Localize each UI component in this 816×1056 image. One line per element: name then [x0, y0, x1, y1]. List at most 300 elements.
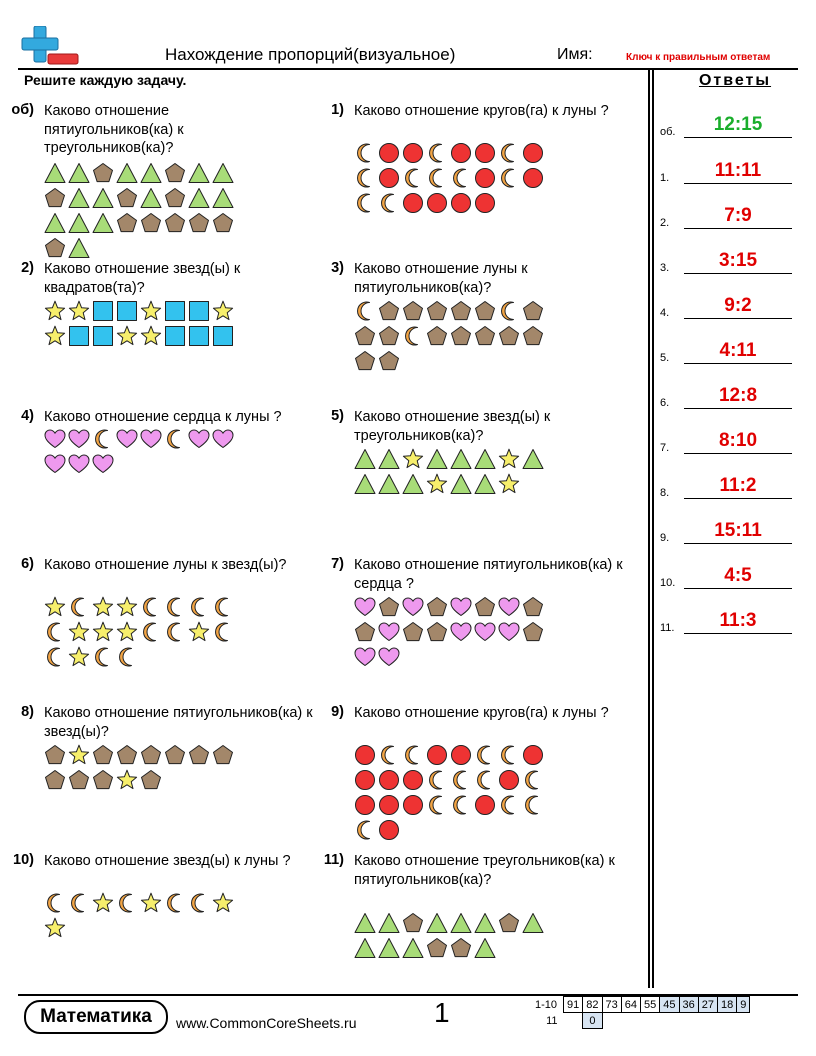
moon-icon: [140, 596, 162, 618]
moon-icon: [402, 167, 424, 189]
pentagon-icon: [402, 300, 424, 322]
answer-value: 12:15: [713, 114, 763, 135]
shape-grid: [44, 300, 254, 350]
star-icon: [498, 473, 520, 495]
moon-icon: [116, 646, 138, 668]
problem-number: 8): [21, 704, 34, 720]
moon-icon: [164, 621, 186, 643]
moon-icon: [354, 300, 376, 322]
problem-number: 4): [21, 408, 34, 424]
star-icon: [68, 646, 90, 668]
triangle-icon: [354, 448, 376, 470]
answer-line: [684, 453, 792, 454]
moon-icon: [44, 646, 66, 668]
moon-icon: [522, 769, 544, 791]
triangle-icon: [378, 473, 400, 495]
answer-line: [684, 273, 792, 274]
problem-text: Каково отношение кругов(га) к луны ?: [354, 103, 609, 119]
shape-grid: [44, 428, 254, 478]
triangle-icon: [354, 912, 376, 934]
triangle-icon: [450, 448, 472, 470]
pentagon-icon: [426, 596, 448, 618]
pentagon-icon: [426, 325, 448, 347]
moon-icon: [402, 744, 424, 766]
problem-text: Каково отношение пятиугольников(ка) к звезд(ы)?: [44, 705, 313, 740]
pentagon-icon: [44, 769, 66, 791]
moon-icon: [426, 142, 448, 164]
pentagon-icon: [522, 325, 544, 347]
problem-number: 6): [21, 556, 34, 572]
square-icon: [188, 300, 210, 322]
pentagon-icon: [140, 744, 162, 766]
heart-icon: [354, 596, 376, 618]
moon-icon: [164, 596, 186, 618]
pentagon-icon: [522, 596, 544, 618]
star-icon: [44, 325, 66, 347]
triangle-icon: [522, 448, 544, 470]
heart-icon: [450, 596, 472, 618]
pentagon-icon: [212, 212, 234, 234]
triangle-icon: [116, 162, 138, 184]
circle-icon: [450, 192, 472, 214]
moon-icon: [450, 794, 472, 816]
moon-icon: [426, 794, 448, 816]
pentagon-icon: [378, 325, 400, 347]
heart-icon: [44, 428, 66, 450]
answer-value: 3:15: [718, 250, 758, 271]
answer-value: 15:11: [714, 520, 762, 541]
shape-grid: [44, 162, 254, 262]
triangle-icon: [140, 187, 162, 209]
circle-icon: [450, 744, 472, 766]
square-icon: [188, 325, 210, 347]
heart-icon: [68, 453, 90, 475]
square-icon: [68, 325, 90, 347]
answer-label: об.: [660, 126, 676, 138]
pentagon-icon: [188, 744, 210, 766]
shape-grid: [354, 912, 564, 962]
pentagon-icon: [450, 325, 472, 347]
star-icon: [116, 769, 138, 791]
star-icon: [426, 473, 448, 495]
triangle-icon: [426, 912, 448, 934]
score-cell: 0: [583, 1013, 602, 1029]
problem-text: Каково отношение пятиугольников(ка) к сердца ?: [354, 557, 623, 592]
circle-icon: [402, 192, 424, 214]
moon-icon: [68, 892, 90, 914]
square-icon: [92, 300, 114, 322]
triangle-icon: [426, 448, 448, 470]
answer-label: 5.: [660, 352, 670, 364]
pentagon-icon: [426, 300, 448, 322]
moon-icon: [522, 794, 544, 816]
answer-value: 4:11: [719, 340, 757, 361]
problem-text: Каково отношение кругов(га) к луны ?: [354, 705, 609, 721]
triangle-icon: [354, 937, 376, 959]
problem-text: Каково отношение пятиугольников(ка) к треугольников(ка)?: [44, 103, 184, 156]
triangle-icon: [450, 473, 472, 495]
answer-key-label: Ключ к правильным ответам: [626, 52, 771, 63]
score-cell: 9: [737, 997, 750, 1013]
problem-number: 3): [331, 260, 344, 276]
answer-value: 4:5: [724, 565, 752, 586]
star-icon: [44, 596, 66, 618]
moon-icon: [354, 192, 376, 214]
circle-icon: [402, 794, 424, 816]
answer-value: 11:3: [719, 610, 757, 631]
moon-icon: [426, 167, 448, 189]
star-icon: [212, 300, 234, 322]
pentagon-icon: [92, 744, 114, 766]
circle-icon: [474, 794, 496, 816]
circle-icon: [378, 769, 400, 791]
triangle-icon: [474, 448, 496, 470]
answer-line: [684, 183, 792, 184]
star-icon: [68, 744, 90, 766]
shape-grid: [44, 596, 254, 671]
shape-grid: [354, 448, 564, 498]
shape-grid: [354, 142, 564, 217]
circle-icon: [426, 744, 448, 766]
answer-line: [684, 588, 792, 589]
score-cell: 82: [583, 997, 602, 1013]
pentagon-icon: [402, 912, 424, 934]
moon-icon: [354, 142, 376, 164]
problem-text: Каково отношение луны к пятиугольников(ка)?: [354, 261, 528, 296]
pentagon-icon: [498, 912, 520, 934]
triangle-icon: [212, 187, 234, 209]
circle-icon: [402, 769, 424, 791]
star-icon: [68, 621, 90, 643]
answer-label: 1.: [660, 172, 670, 184]
triangle-icon: [188, 187, 210, 209]
answer-line: [684, 543, 792, 544]
score-row-label: 1-10: [534, 998, 557, 1011]
pentagon-icon: [164, 212, 186, 234]
moon-icon: [212, 621, 234, 643]
moon-icon: [92, 428, 114, 450]
circle-icon: [402, 142, 424, 164]
score-cell: 73: [602, 997, 621, 1013]
logo-plus-minus-icon: [20, 26, 80, 72]
triangle-icon: [402, 473, 424, 495]
square-icon: [212, 325, 234, 347]
circle-icon: [378, 794, 400, 816]
square-icon: [92, 325, 114, 347]
heart-icon: [188, 428, 210, 450]
answer-label: 10.: [660, 577, 676, 589]
answer-value: 7:9: [724, 205, 752, 226]
moon-icon: [164, 428, 186, 450]
pentagon-icon: [498, 325, 520, 347]
column-divider-left: [648, 68, 650, 988]
answer-label: 8.: [660, 487, 670, 499]
heart-icon: [116, 428, 138, 450]
answer-label: 2.: [660, 217, 670, 229]
pentagon-icon: [116, 212, 138, 234]
circle-icon: [354, 769, 376, 791]
answer-label: 11.: [660, 622, 675, 634]
moon-icon: [92, 646, 114, 668]
square-icon: [116, 300, 138, 322]
pentagon-icon: [164, 162, 186, 184]
pentagon-icon: [354, 621, 376, 643]
heart-icon: [378, 646, 400, 668]
pentagon-icon: [68, 769, 90, 791]
triangle-icon: [188, 162, 210, 184]
triangle-icon: [92, 187, 114, 209]
page-title: Нахождение пропорций(визуальное): [165, 45, 456, 64]
triangle-icon: [522, 912, 544, 934]
answer-line: [684, 228, 792, 229]
triangle-icon: [474, 937, 496, 959]
shape-grid: [44, 744, 254, 794]
moon-icon: [474, 769, 496, 791]
heart-icon: [68, 428, 90, 450]
problem-text: Каково отношение луны к звезд(ы)?: [44, 557, 287, 573]
triangle-icon: [378, 937, 400, 959]
moon-icon: [354, 819, 376, 841]
answer-label: 3.: [660, 262, 670, 274]
score-cell: 91: [564, 997, 583, 1013]
shape-grid: [44, 892, 254, 942]
circle-icon: [474, 167, 496, 189]
pentagon-icon: [522, 621, 544, 643]
moon-icon: [474, 744, 496, 766]
score-row-label: 11: [546, 1014, 558, 1027]
column-divider-right: [652, 68, 654, 988]
answer-label: 9.: [660, 532, 670, 544]
problem-number: 9): [331, 704, 344, 720]
triangle-icon: [68, 237, 90, 259]
moon-icon: [498, 794, 520, 816]
pentagon-icon: [354, 325, 376, 347]
star-icon: [68, 300, 90, 322]
problem-number: 5): [331, 408, 344, 424]
brand-badge: Математика: [24, 1000, 168, 1034]
pentagon-icon: [164, 187, 186, 209]
star-icon: [92, 892, 114, 914]
pentagon-icon: [44, 237, 66, 259]
score-spacer: [564, 1013, 583, 1029]
heart-icon: [44, 453, 66, 475]
problem-text: Каково отношение звезд(ы) к луны ?: [44, 853, 291, 869]
moon-icon: [164, 892, 186, 914]
answer-value: 9:2: [724, 295, 752, 316]
circle-icon: [354, 744, 376, 766]
triangle-icon: [140, 162, 162, 184]
score-cell: 27: [698, 997, 717, 1013]
moon-icon: [212, 596, 234, 618]
triangle-icon: [68, 162, 90, 184]
star-icon: [140, 892, 162, 914]
circle-icon: [378, 819, 400, 841]
heart-icon: [498, 621, 520, 643]
problem-number: 2): [21, 260, 34, 276]
star-icon: [44, 300, 66, 322]
score-table: [528, 996, 750, 1029]
moon-icon: [68, 596, 90, 618]
moon-icon: [450, 769, 472, 791]
site-url: www.CommonCoreSheets.ru: [176, 1015, 357, 1031]
answer-line: [684, 633, 792, 634]
moon-icon: [188, 596, 210, 618]
triangle-icon: [354, 473, 376, 495]
answer-label: 7.: [660, 442, 670, 454]
moon-icon: [402, 325, 424, 347]
instructions: Решите каждую задачу.: [24, 72, 187, 88]
triangle-icon: [378, 448, 400, 470]
triangle-icon: [44, 162, 66, 184]
star-icon: [116, 325, 138, 347]
problem-text: Каково отношение звезд(ы) к квадратов(та)?: [44, 261, 241, 296]
pentagon-icon: [188, 212, 210, 234]
circle-icon: [474, 142, 496, 164]
moon-icon: [44, 621, 66, 643]
triangle-icon: [474, 912, 496, 934]
heart-icon: [378, 621, 400, 643]
problem-number: 7): [331, 556, 344, 572]
moon-icon: [354, 167, 376, 189]
answer-line: [684, 408, 792, 409]
triangle-icon: [212, 162, 234, 184]
heart-icon: [474, 621, 496, 643]
pentagon-icon: [402, 621, 424, 643]
triangle-icon: [450, 912, 472, 934]
pentagon-icon: [140, 769, 162, 791]
score-row-11: [528, 1013, 750, 1029]
score-row-1-10: [528, 997, 750, 1013]
shape-grid: [354, 596, 564, 671]
pentagon-icon: [522, 300, 544, 322]
problem-text: Каково отношение треугольников(ка) к пятиугольников(ка)?: [354, 853, 615, 888]
answer-label: 6.: [660, 397, 670, 409]
pentagon-icon: [378, 300, 400, 322]
pentagon-icon: [44, 187, 66, 209]
triangle-icon: [402, 937, 424, 959]
page-number: 1: [434, 997, 450, 1028]
moon-icon: [498, 300, 520, 322]
answer-line: [684, 318, 792, 319]
circle-icon: [522, 744, 544, 766]
answer-label: 4.: [660, 307, 670, 319]
shape-grid: [354, 300, 564, 375]
pentagon-icon: [378, 596, 400, 618]
problem-number: 11): [323, 852, 344, 868]
moon-icon: [188, 892, 210, 914]
answer-line: [684, 137, 792, 138]
circle-icon: [474, 192, 496, 214]
star-icon: [140, 300, 162, 322]
heart-icon: [212, 428, 234, 450]
star-icon: [212, 892, 234, 914]
answer-value: 11:2: [719, 475, 757, 496]
star-icon: [188, 621, 210, 643]
problem-number: 10): [13, 852, 34, 868]
moon-icon: [140, 621, 162, 643]
star-icon: [92, 621, 114, 643]
triangle-icon: [44, 212, 66, 234]
pentagon-icon: [450, 300, 472, 322]
circle-icon: [426, 192, 448, 214]
heart-icon: [140, 428, 162, 450]
moon-icon: [498, 142, 520, 164]
pentagon-icon: [116, 744, 138, 766]
pentagon-icon: [426, 937, 448, 959]
heart-icon: [498, 596, 520, 618]
triangle-icon: [68, 212, 90, 234]
answer-line: [684, 363, 792, 364]
pentagon-icon: [44, 744, 66, 766]
pentagon-icon: [354, 350, 376, 372]
star-icon: [44, 917, 66, 939]
heart-icon: [92, 453, 114, 475]
square-icon: [164, 300, 186, 322]
problem-number: об): [11, 102, 34, 118]
problem-text: Каково отношение сердца к луны ?: [44, 409, 282, 425]
header-rule: [18, 68, 798, 70]
circle-icon: [522, 167, 544, 189]
star-icon: [402, 448, 424, 470]
square-icon: [164, 325, 186, 347]
score-cell: 36: [679, 997, 698, 1013]
circle-icon: [378, 142, 400, 164]
answers-title: Ответы: [698, 72, 772, 89]
circle-icon: [354, 794, 376, 816]
answer-value: 8:10: [718, 430, 758, 451]
heart-icon: [402, 596, 424, 618]
score-cell: 45: [660, 997, 679, 1013]
score-cell: 18: [718, 997, 737, 1013]
pentagon-icon: [474, 596, 496, 618]
pentagon-icon: [116, 187, 138, 209]
moon-icon: [450, 167, 472, 189]
circle-icon: [450, 142, 472, 164]
triangle-icon: [92, 212, 114, 234]
answer-value: 12:8: [718, 385, 758, 406]
moon-icon: [44, 892, 66, 914]
problem-text: Каково отношение звезд(ы) к треугольников(ка)?: [354, 409, 551, 444]
shape-grid: [354, 744, 564, 844]
moon-icon: [378, 192, 400, 214]
moon-icon: [498, 167, 520, 189]
moon-icon: [116, 892, 138, 914]
pentagon-icon: [164, 744, 186, 766]
moon-icon: [498, 744, 520, 766]
star-icon: [116, 596, 138, 618]
star-icon: [498, 448, 520, 470]
pentagon-icon: [92, 162, 114, 184]
pentagon-icon: [140, 212, 162, 234]
triangle-icon: [68, 187, 90, 209]
heart-icon: [450, 621, 472, 643]
pentagon-icon: [474, 300, 496, 322]
triangle-icon: [378, 912, 400, 934]
star-icon: [116, 621, 138, 643]
score-cell: 64: [621, 997, 640, 1013]
star-icon: [140, 325, 162, 347]
pentagon-icon: [212, 744, 234, 766]
heart-icon: [354, 646, 376, 668]
triangle-icon: [474, 473, 496, 495]
answer-value: 11:11: [714, 160, 762, 181]
moon-icon: [426, 769, 448, 791]
pentagon-icon: [450, 937, 472, 959]
pentagon-icon: [474, 325, 496, 347]
pentagon-icon: [378, 350, 400, 372]
circle-icon: [378, 167, 400, 189]
star-icon: [92, 596, 114, 618]
